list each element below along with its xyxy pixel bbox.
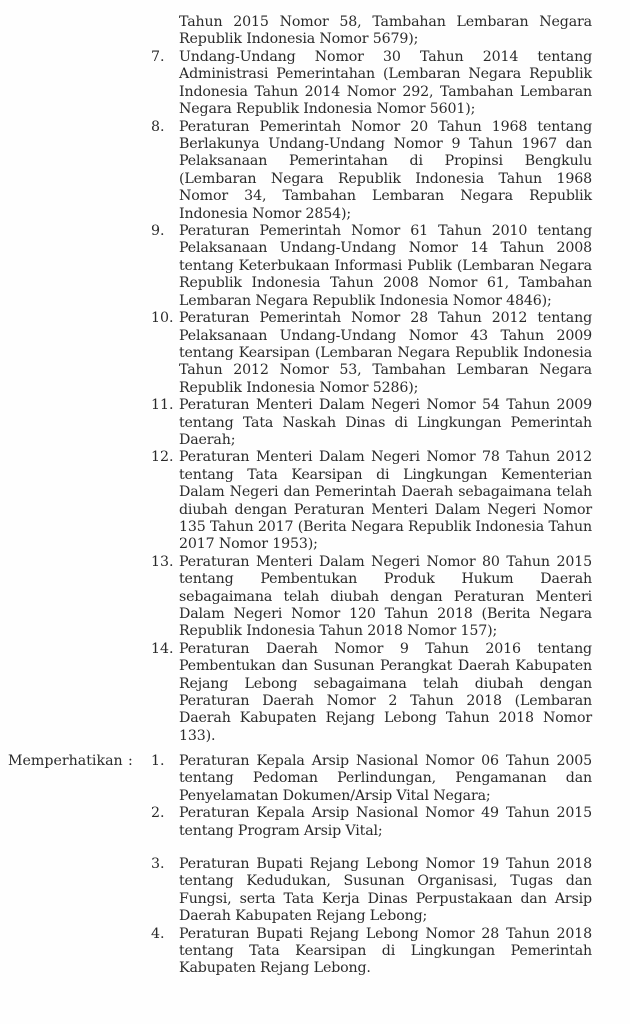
- item-number: 2.: [151, 805, 165, 822]
- consider-item-1: [151, 753, 611, 805]
- item-text: Peraturan Pemerintah Nomor 28 Tahun 2012 tentang Pelaksanaan Undang-Undang Nomor 43 Tahun 2009 tentang Kearsipan (Lembaran Negara Republik Indonesia Tahun 2012 Nomor 53, Tambahan Lembaran Negara Republik Indonesia Nomor 5286);: [179, 310, 592, 396]
- item-number: 14.: [151, 640, 174, 657]
- memperhatikan-list: [151, 753, 611, 978]
- item-number: 1.: [151, 753, 165, 769]
- item-number: 3.: [151, 856, 165, 873]
- consider-item-3: [151, 856, 611, 926]
- item-text: Peraturan Kepala Arsip Nasional Nomor 49 Tahun 2015 tentang Program Arsip Vital;: [179, 805, 592, 839]
- continuation-line-1: Tahun 2015 Nomor 58, Tambahan Lembaran Negara: [179, 14, 592, 30]
- list-item-12: [151, 449, 611, 553]
- consider-item-4: [151, 926, 611, 978]
- item-text: Peraturan Bupati Rejang Lebong Nomor 19 Tahun 2018 tentang Kedudukan, Susunan Organisasi, Tugas dan Fungsi, serta Tata Kerja Dinas Perpustakaan dan Arsip Daerah Kabupaten Rejang Lebong;: [179, 856, 592, 925]
- item-number: 9.: [151, 223, 165, 240]
- item-number: 4.: [151, 925, 165, 942]
- consider-item-2: [151, 805, 611, 840]
- list-item-9: [151, 223, 611, 310]
- item-text: Peraturan Menteri Dalam Negeri Nomor 78 Tahun 2012 tentang Tata Kearsipan di Lingkungan Kementerian Dalam Negeri dan Pemerintah Daerah sebagaimana telah diubah dengan Peraturan Menteri Dalam Negeri Nomor 135 Tahun 2017 (Berita Negara Republik Indonesia Tahun 2017 Nomor 1953);: [179, 449, 592, 553]
- item-number: 10.: [151, 310, 174, 327]
- item-text: Undang-Undang Nomor 30 Tahun 2014 tentang Administrasi Pemerintahan (Lembaran Negara Republik Indonesia Tahun 2014 Nomor 292, Tambahan Lembaran Negara Republik Indonesia Nomor 5601);: [179, 49, 592, 118]
- item-text: Peraturan Menteri Dalam Negeri Nomor 80 Tahun 2015 tentang Pembentukan Produk Hukum Daerah sebagaimana telah diubah dengan Peraturan Menteri Dalam Negeri Nomor 120 Tahun 2018 (Berita Negara Republik Indonesia Tahun 2018 Nomor 157);: [179, 553, 592, 640]
- memperhatikan-label-row: [8, 753, 138, 770]
- list-item-10: [151, 310, 611, 397]
- item-number: 8.: [151, 118, 165, 135]
- list-item-8: [151, 119, 611, 223]
- list-item-7: [151, 49, 611, 119]
- item-number: 11.: [151, 397, 174, 414]
- list-item-13: [151, 554, 611, 641]
- item-text: Peraturan Daerah Nomor 9 Tahun 2016 tentang Pembentukan dan Susunan Perangkat Daerah Kabupaten Rejang Lebong sebagaimana telah diubah dengan Peraturan Daerah Nomor 2 Tahun 2018 (Lembaran Daerah Kabupaten Rejang Lebong Tahun 2018 Nomor 133).: [179, 640, 592, 744]
- item-text: Peraturan Menteri Dalam Negeri Nomor 54 Tahun 2009 tentang Tata Naskah Dinas di Lingkungan Pemerintah Daerah;: [179, 397, 592, 448]
- list-item-11: [151, 397, 611, 449]
- item-number: 7.: [151, 49, 165, 65]
- section-colon: :: [128, 753, 133, 769]
- continuation-line-2: Republik Indonesia Nomor 5679);: [179, 31, 419, 48]
- item-text: Peraturan Pemerintah Nomor 61 Tahun 2010 tentang Pelaksanaan Undang-Undang Nomor 14 Tahun 2008 tentang Keterbukaan Informasi Publik (Lembaran Negara Republik Indonesia Tahun 2008 Nomor 61, Tambahan Lembaran Negara Republik Indonesia Nomor 4846);: [179, 223, 592, 309]
- list-item-14: [151, 641, 611, 745]
- mengingat-list: [151, 49, 611, 745]
- item-text: Peraturan Kepala Arsip Nasional Nomor 06 Tahun 2005 tentang Pedoman Perlindungan, Pengamanan dan Penyelamatan Dokumen/Arsip Vital Negara;: [179, 753, 592, 804]
- item-text: Peraturan Pemerintah Nomor 20 Tahun 1968 tentang Berlakunya Undang-Undang Nomor 9 Tahun 1967 dan Pelaksanaan Pemerintahan di Propinsi Bengkulu (Lembaran Negara Republik Indonesia Tahun 1968 Nomor 34, Tambahan Lembaran Negara Republik Indonesia Nomor 2854);: [179, 118, 592, 222]
- item-number: 12.: [151, 449, 174, 466]
- section-label: Memperhatikan: [8, 753, 123, 769]
- item-number: 13.: [151, 553, 174, 570]
- item-text: Peraturan Bupati Rejang Lebong Nomor 28 Tahun 2018 tentang Tata Kearsipan di Lingkungan Pemerintah Kabupaten Rejang Lebong.: [179, 925, 592, 977]
- spacer: [151, 840, 611, 856]
